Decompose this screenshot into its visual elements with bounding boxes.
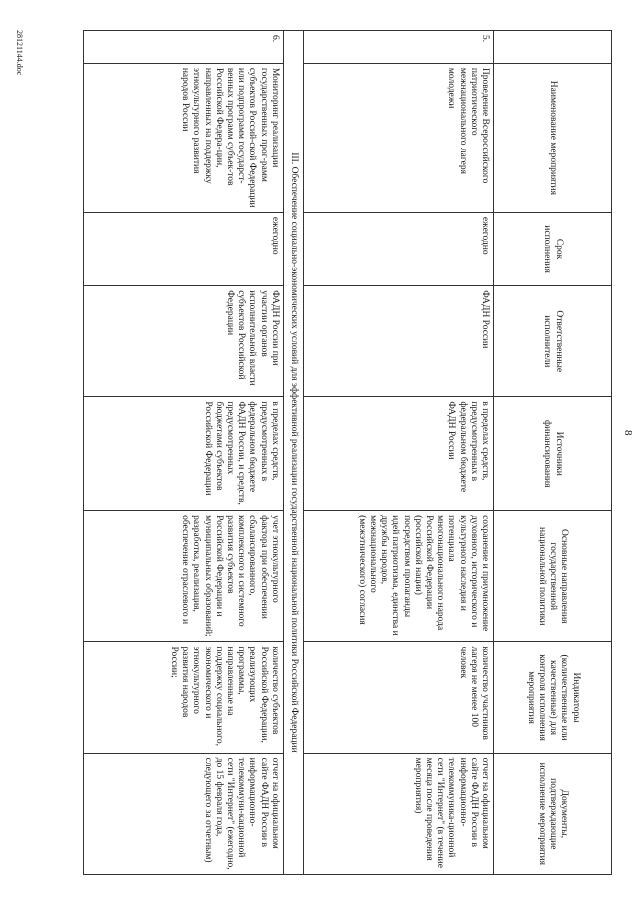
row-indicators: количество субъектов Российской Федерации, реализующих программы, направленные на поддержку социального, экономического и этнокультурного развития народов России; bbox=[83, 642, 283, 753]
row-name: Мониторинг реализации государственных прог-рамм субъектов Россий-ской Федерации или подпрограмм государст-венных программ субъек-тов Российской Федера-ции, направленных на поддержку этнокультурного развития народов России bbox=[83, 63, 283, 212]
header-financing: Источники финансирования bbox=[494, 397, 612, 511]
row-documents: отчет на официальном сайте ФАДН России в информационно-телекоммуни-кационной сети "Интернет" (ежегодно, до 15 февраля года, следующего за отчетным) bbox=[83, 753, 283, 874]
header-term: Срок исполнения bbox=[494, 212, 612, 285]
row-num: 6. bbox=[83, 31, 283, 64]
row-executors: ФАДН России при участии органов исполнительной власти субъектов Российской Федерации bbox=[83, 286, 283, 397]
row-executors: ФАДН России bbox=[304, 286, 494, 397]
section-title: III. Обеспечение социально-экономических условий для эффективной реализации государственной национальной политики Российской Федерации bbox=[283, 31, 303, 875]
row-documents: отчет на официальном сайте ФАДН России в информационно-телекоммуника-ционной сети "Интернет" (в течение месяца после проведения мероприятия) bbox=[304, 753, 494, 874]
row-name: Проведение Всероссийского патриотического межнационального лагеря молодежи bbox=[304, 63, 494, 212]
table-header-row bbox=[494, 31, 612, 875]
document-code: 28121144.doc bbox=[15, 30, 24, 76]
row-indicators: количество участников лагеря не менее 100 человек bbox=[304, 642, 494, 753]
header-executors: Ответственные исполнители bbox=[494, 286, 612, 397]
table-row bbox=[83, 31, 283, 875]
header-num bbox=[494, 31, 612, 64]
row-financing: в пределах средств, предусмотренных в федеральном бюджете ФАДН России bbox=[304, 397, 494, 511]
page-number: 8 bbox=[622, 430, 634, 436]
row-directions: учет этнокультурного фактора при обеспечении сбалансированного, комплексного и системного развития субъектов Российской Федерации и муниципальных образований; разработка, реализация, обеспечение отраслевого и bbox=[83, 511, 283, 642]
section-row bbox=[283, 31, 303, 875]
row-term: ежегодно bbox=[83, 212, 283, 285]
row-num: 5. bbox=[304, 31, 494, 64]
measures-table bbox=[83, 30, 612, 875]
header-directions: Основные направления государственной национальной политики bbox=[494, 511, 612, 642]
header-documents: Документы, подтверждающие исполнение мероприятия bbox=[494, 753, 612, 874]
header-indicators: Индикаторы (количественные или качественные) для контроля исполнения мероприятия bbox=[494, 642, 612, 753]
rotated-table-sheet bbox=[15, 30, 634, 875]
table-row bbox=[304, 31, 494, 875]
header-name: Наименование мероприятия bbox=[494, 63, 612, 212]
row-financing: в пределах средств, предусмотренных в федеральном бюджете ФАДН России, и средств, предусмотренных бюджетами субъектов Российской Федерации bbox=[83, 397, 283, 511]
row-term: ежегодно bbox=[304, 212, 494, 285]
row-directions: сохранение и приумножение духовного, исторического и культурного наследия и потенциала многонационального народа Российской Федерации (российской нации) посредством пропаганды идей патриотизма, единства и дружбы народов, межнационального (межэтнического) согласия bbox=[304, 511, 494, 642]
